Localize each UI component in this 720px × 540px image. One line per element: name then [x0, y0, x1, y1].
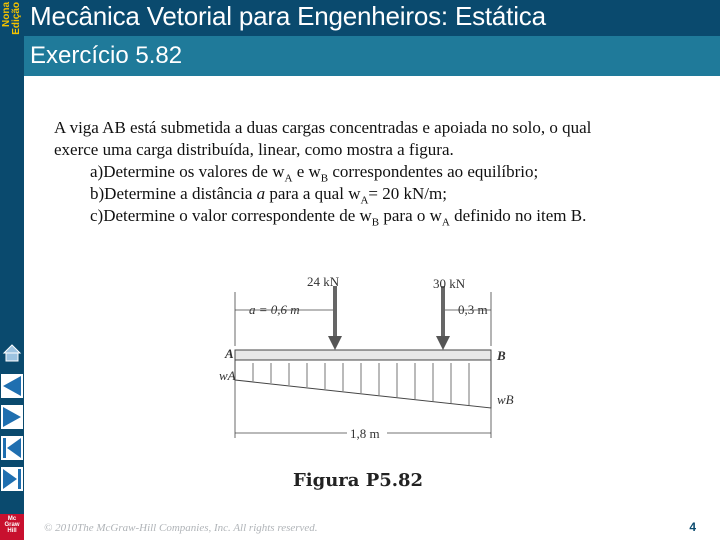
item-a: a)Determine os valores de $w_A$ e $w_B$ correspondentes ao equilíbrio; — [90, 162, 539, 185]
skip-forward-icon — [1, 467, 23, 491]
dim-a-label: a = 0,6 m — [249, 302, 300, 317]
logo-line1: Mc — [7, 516, 17, 522]
mcgraw-hill-logo — [0, 514, 24, 540]
last-slide-button[interactable] — [1, 467, 23, 491]
item-c: c)Determine o valor correspondente de $w_B$ para o $w_A$ definido no item B. — [90, 206, 587, 229]
back-arrow-icon — [1, 374, 23, 398]
load-arrow-1-head — [328, 336, 342, 350]
item-b: b)Determine a distância a para a qual $w_A= 20$ kN/m; — [90, 184, 447, 207]
label-wb: wB — [497, 392, 514, 407]
skip-back-icon — [1, 436, 23, 460]
beam-diagram — [215, 268, 515, 500]
problem-statement — [54, 117, 694, 227]
load-1-label: 24 kN — [307, 274, 340, 289]
dim-right-label: 0,3 m — [458, 302, 488, 317]
load-arrow-2-head — [436, 336, 450, 350]
copyright-notice: © 2010The McGraw-Hill Companies, Inc. All rights reserved. — [44, 522, 318, 534]
edition-line1: Nona — [1, 2, 12, 27]
header-bar — [24, 0, 720, 36]
page-number: 4 — [689, 520, 696, 534]
edition-line2: Edição — [11, 2, 22, 35]
length-label: 1,8 m — [350, 426, 380, 441]
home-icon — [1, 341, 23, 365]
label-wa: wA — [219, 368, 236, 383]
load-2-label: 30 kN — [433, 276, 466, 291]
figure-caption: Figura P5.82 — [293, 470, 424, 491]
page-title: Mecânica Vetorial para Engenheiros: Estática — [30, 1, 546, 31]
subtitle-bar — [24, 36, 720, 76]
intro-line1: A viga AB está submetida a duas cargas concentradas e apoiada no solo, o qual — [54, 118, 592, 137]
previous-slide-button[interactable] — [1, 374, 23, 398]
distributed-load-outline — [235, 360, 491, 408]
distributed-load-arrows — [253, 363, 469, 405]
logo-line2: Graw — [4, 522, 20, 528]
forward-arrow-icon — [1, 405, 23, 429]
edition-label — [0, 0, 24, 46]
intro-line2: exerce uma carga distribuída, linear, como mostra a figura. — [54, 140, 454, 159]
label-a: A — [225, 346, 234, 361]
next-slide-button[interactable] — [1, 405, 23, 429]
home-button[interactable] — [1, 341, 23, 365]
exercise-title: Exercício 5.82 — [30, 42, 183, 69]
beam-figure — [215, 268, 515, 500]
beam — [235, 350, 491, 360]
logo-line3: Hill — [7, 528, 17, 534]
first-slide-button[interactable] — [1, 436, 23, 460]
label-b: B — [497, 348, 506, 363]
